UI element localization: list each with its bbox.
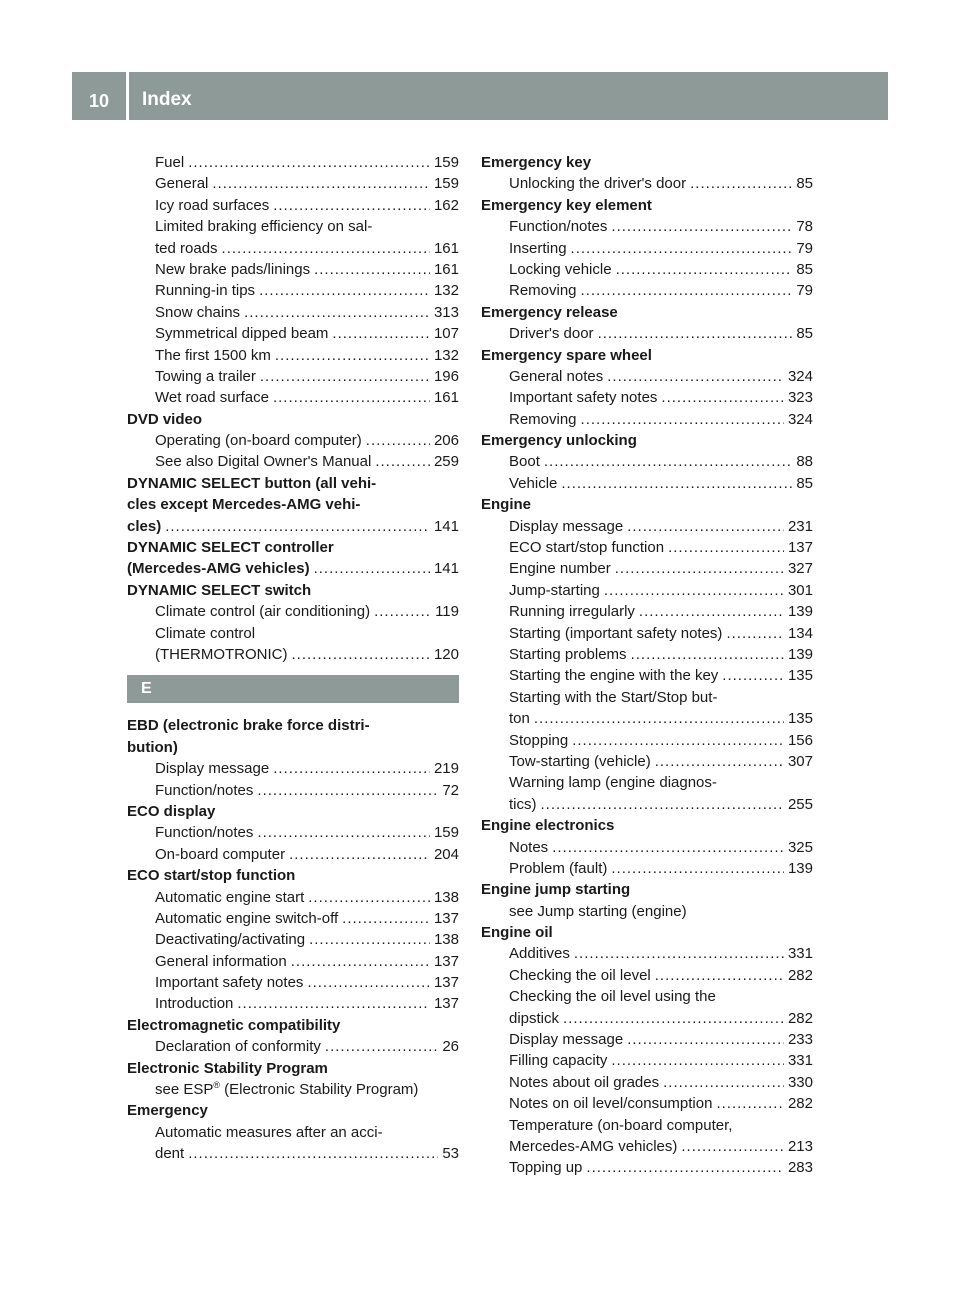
index-entry-label: Filling capacity bbox=[509, 1052, 608, 1070]
index-page-number: 331 bbox=[787, 1052, 813, 1070]
index-entry-label: Removing bbox=[509, 410, 577, 428]
dot-leader bbox=[307, 972, 430, 993]
index-page-number: 156 bbox=[787, 731, 813, 749]
index-heading: Emergency spare wheel bbox=[481, 346, 652, 364]
dot-leader bbox=[631, 644, 784, 665]
index-page-number: 135 bbox=[787, 667, 813, 685]
dot-leader bbox=[611, 1050, 784, 1071]
index-entry bbox=[127, 993, 459, 1014]
index-entry bbox=[481, 623, 813, 644]
dot-leader bbox=[374, 601, 431, 622]
index-page-number: 141 bbox=[433, 517, 459, 535]
index-entry-label: Engine number bbox=[509, 560, 611, 578]
index-page-number: 282 bbox=[787, 1095, 813, 1113]
section-letter-bar: E bbox=[127, 675, 459, 703]
dot-leader bbox=[289, 844, 430, 865]
index-heading: Engine bbox=[481, 496, 532, 514]
index-entry bbox=[481, 1136, 813, 1157]
index-entry-label: Boot bbox=[509, 453, 540, 471]
index-entry-label: New brake pads/linings bbox=[155, 260, 311, 278]
index-heading: DYNAMIC SELECT button (all vehi- bbox=[127, 474, 377, 492]
index-heading: Emergency key element bbox=[481, 196, 652, 214]
index-page-number: 259 bbox=[433, 453, 459, 471]
index-page-number: 85 bbox=[796, 325, 813, 343]
index-heading: bution) bbox=[127, 738, 178, 756]
index-entry bbox=[481, 323, 813, 344]
index-entry-label: Additives bbox=[509, 945, 570, 963]
index-page-number: 120 bbox=[433, 645, 459, 663]
index-cross-reference bbox=[127, 1079, 459, 1100]
index-page-number: 159 bbox=[433, 824, 459, 842]
index-entry bbox=[127, 323, 459, 344]
index-entry-label: Climate control (air conditioning) bbox=[155, 603, 371, 621]
index-entry-label: Removing bbox=[509, 282, 577, 300]
index-entry-label: Towing a trailer bbox=[155, 367, 256, 385]
index-entry-label: Starting the engine with the key bbox=[509, 667, 719, 685]
index-entry-continuation: Climate control bbox=[155, 624, 256, 642]
index-entry-continuation: Automatic measures after an acci- bbox=[155, 1123, 383, 1141]
index-page-number: 85 bbox=[796, 175, 813, 193]
index-page-number: 139 bbox=[787, 859, 813, 877]
index-entry-label: ECO start/stop function bbox=[509, 539, 665, 557]
index-entry-label: Wet road surface bbox=[155, 389, 269, 407]
index-entry-label: Notes about oil grades bbox=[509, 1073, 660, 1091]
index-entry bbox=[127, 1036, 459, 1057]
index-entry bbox=[481, 451, 813, 472]
index-entry bbox=[127, 951, 459, 972]
index-page-number: 85 bbox=[796, 260, 813, 278]
dot-leader bbox=[716, 1093, 784, 1114]
index-heading: DYNAMIC SELECT controller bbox=[127, 539, 334, 557]
index-entry bbox=[127, 929, 459, 950]
index-page-number: 325 bbox=[787, 838, 813, 856]
index-entry-label: Running-in tips bbox=[155, 282, 256, 300]
index-page-number: 233 bbox=[787, 1031, 813, 1049]
dot-leader bbox=[188, 1143, 438, 1164]
dot-leader bbox=[259, 280, 430, 301]
index-entry-label: See also Digital Owner's Manual bbox=[155, 453, 372, 471]
index-entry-label: ton bbox=[509, 710, 530, 728]
index-entry-label: Function/notes bbox=[509, 218, 608, 236]
index-entry bbox=[481, 216, 813, 237]
index-page-number: 219 bbox=[433, 760, 459, 778]
index-entry bbox=[127, 195, 459, 216]
index-entry bbox=[481, 965, 813, 986]
index-page-number: 282 bbox=[787, 966, 813, 984]
cross-reference-text: see ESP bbox=[155, 1081, 214, 1099]
dot-leader bbox=[325, 1036, 438, 1057]
index-entry bbox=[481, 601, 813, 622]
dot-leader bbox=[615, 558, 784, 579]
index-entry bbox=[481, 943, 813, 964]
index-page-number: 327 bbox=[787, 560, 813, 578]
dot-leader bbox=[655, 751, 784, 772]
index-entry-label: Introduction bbox=[155, 995, 234, 1013]
index-page-number: 79 bbox=[796, 239, 813, 257]
index-page-number: 282 bbox=[787, 1009, 813, 1027]
dot-leader bbox=[561, 473, 792, 494]
dot-leader bbox=[552, 837, 784, 858]
index-entry bbox=[481, 516, 813, 537]
index-page-number: 331 bbox=[787, 945, 813, 963]
index-entry-continuation: Warning lamp (engine diagnos- bbox=[509, 774, 717, 792]
dot-leader bbox=[726, 623, 784, 644]
index-entry-label: Inserting bbox=[509, 239, 567, 257]
index-page-number: 137 bbox=[433, 952, 459, 970]
dot-leader bbox=[571, 238, 793, 259]
dot-leader bbox=[668, 537, 784, 558]
index-entry-label: Running irregularly bbox=[509, 603, 635, 621]
index-entry bbox=[127, 758, 459, 779]
index-entry-continuation: Temperature (on-board computer, bbox=[509, 1116, 733, 1134]
dot-leader bbox=[222, 238, 430, 259]
index-page-number: 53 bbox=[442, 1145, 459, 1163]
dot-leader bbox=[661, 387, 784, 408]
index-entry-label: Tow-starting (vehicle) bbox=[509, 752, 651, 770]
index-page-number: 313 bbox=[433, 303, 459, 321]
dot-leader bbox=[627, 516, 784, 537]
dot-leader bbox=[574, 943, 784, 964]
index-page-number: 330 bbox=[787, 1073, 813, 1091]
index-page-number: 161 bbox=[433, 260, 459, 278]
index-page-number: 134 bbox=[787, 624, 813, 642]
index-page-number: 324 bbox=[787, 410, 813, 428]
index-page-number: 159 bbox=[433, 154, 459, 171]
dot-leader bbox=[273, 758, 430, 779]
page-header bbox=[72, 72, 888, 120]
index-entry bbox=[127, 516, 459, 537]
index-page-number: 324 bbox=[787, 367, 813, 385]
index-entry bbox=[481, 1093, 813, 1114]
index-entry bbox=[481, 366, 813, 387]
dot-leader bbox=[257, 822, 430, 843]
index-entry bbox=[127, 366, 459, 387]
dot-leader bbox=[534, 708, 784, 729]
index-entry-label: On-board computer bbox=[155, 845, 286, 863]
dot-leader bbox=[342, 908, 430, 929]
dot-leader bbox=[260, 366, 430, 387]
dot-leader bbox=[366, 430, 430, 451]
index-entry-label: Automatic engine start bbox=[155, 888, 305, 906]
index-page-number: 119 bbox=[435, 603, 459, 621]
index-entry-label: Topping up bbox=[509, 1159, 583, 1177]
index-heading: Engine oil bbox=[481, 924, 553, 942]
index-entry-label: Icy road surfaces bbox=[155, 196, 270, 214]
dot-leader bbox=[188, 152, 430, 173]
dot-leader bbox=[586, 1157, 784, 1178]
index-heading: Engine electronics bbox=[481, 817, 615, 835]
index-entry bbox=[481, 1050, 813, 1071]
index-heading: EBD (electronic brake force distri- bbox=[127, 717, 370, 735]
index-entry bbox=[127, 387, 459, 408]
dot-leader bbox=[655, 965, 784, 986]
dot-leader bbox=[627, 1029, 784, 1050]
index-page-number: 26 bbox=[442, 1038, 459, 1056]
index-column-right bbox=[481, 152, 813, 1179]
dot-leader bbox=[690, 173, 792, 194]
index-entry bbox=[481, 558, 813, 579]
index-page-number: 255 bbox=[787, 795, 813, 813]
index-heading: ECO start/stop function bbox=[127, 867, 296, 885]
dot-leader bbox=[275, 345, 430, 366]
index-entry bbox=[481, 537, 813, 558]
index-entry bbox=[127, 259, 459, 280]
index-entry bbox=[481, 1029, 813, 1050]
index-entry-label: Starting problems bbox=[509, 645, 627, 663]
index-page-number: 161 bbox=[433, 239, 459, 257]
dot-leader bbox=[681, 1136, 784, 1157]
index-entry bbox=[481, 794, 813, 815]
index-entry bbox=[481, 837, 813, 858]
index-entry-label: Unlocking the driver's door bbox=[509, 175, 687, 193]
index-entry bbox=[127, 302, 459, 323]
index-page-number: 78 bbox=[796, 218, 813, 236]
index-entry-label: ted roads bbox=[155, 239, 218, 257]
dot-leader bbox=[244, 302, 430, 323]
index-entry-label: Problem (fault) bbox=[509, 859, 608, 877]
index-entry-label: Declaration of conformity bbox=[155, 1038, 321, 1056]
index-page-number: 138 bbox=[433, 888, 459, 906]
index-page-number: 79 bbox=[796, 282, 813, 300]
index-entry-label: General bbox=[155, 175, 209, 193]
index-page-number: 88 bbox=[796, 453, 813, 471]
index-page-number: 204 bbox=[433, 845, 459, 863]
dot-leader bbox=[237, 993, 430, 1014]
index-heading: Emergency unlocking bbox=[481, 432, 637, 450]
index-heading: cles except Mercedes-AMG vehi- bbox=[127, 496, 361, 514]
index-entry-label: Notes on oil level/consumption bbox=[509, 1095, 713, 1113]
index-page-number: 141 bbox=[433, 560, 459, 578]
index-entry-label: tics) bbox=[509, 795, 537, 813]
index-page-number: 137 bbox=[433, 995, 459, 1013]
index-entry bbox=[481, 1072, 813, 1093]
dot-leader bbox=[639, 601, 784, 622]
index-entry bbox=[481, 238, 813, 259]
index-entry-label: General notes bbox=[509, 367, 604, 385]
index-entry-label: Snow chains bbox=[155, 303, 241, 321]
dot-leader bbox=[314, 259, 430, 280]
dot-leader bbox=[611, 858, 784, 879]
index-entry bbox=[481, 387, 813, 408]
index-page-number: 137 bbox=[787, 539, 813, 557]
index-entry-label: Symmetrical dipped beam bbox=[155, 325, 329, 343]
index-entry bbox=[127, 887, 459, 908]
dot-leader bbox=[291, 951, 430, 972]
index-heading: Electronic Stability Program bbox=[127, 1059, 328, 1077]
registered-mark: ® bbox=[213, 1080, 221, 1091]
index-entry bbox=[127, 908, 459, 929]
index-page-number: 107 bbox=[433, 325, 459, 343]
index-entry-label: Display message bbox=[155, 760, 270, 778]
index-entry bbox=[127, 280, 459, 301]
index-heading: ECO display bbox=[127, 802, 216, 820]
index-page-number: 307 bbox=[787, 752, 813, 770]
index-page-number: 196 bbox=[433, 367, 459, 385]
page-title: Index bbox=[142, 89, 192, 110]
index-entry bbox=[127, 430, 459, 451]
index-heading: Emergency key bbox=[481, 154, 592, 171]
index-entry-label: Checking the oil level bbox=[509, 966, 651, 984]
index-entry bbox=[481, 580, 813, 601]
index-page-number: 72 bbox=[442, 781, 459, 799]
index-entry bbox=[481, 1157, 813, 1178]
index-page-number: 206 bbox=[433, 432, 459, 450]
index-entry-label: dipstick bbox=[509, 1009, 560, 1027]
cross-reference-text: (Electronic Stability Program) bbox=[220, 1081, 419, 1099]
index-page-number: 135 bbox=[787, 710, 813, 728]
page-number: 10 bbox=[88, 91, 110, 111]
index-entry bbox=[127, 152, 459, 173]
index-page-number: 85 bbox=[796, 474, 813, 492]
dot-leader bbox=[273, 195, 430, 216]
dot-leader bbox=[375, 451, 430, 472]
index-entry bbox=[127, 844, 459, 865]
index-entry-continuation: see Jump starting (engine) bbox=[509, 902, 687, 920]
index-entry-label: Function/notes bbox=[155, 781, 254, 799]
index-heading: DVD video bbox=[127, 410, 203, 428]
header-divider bbox=[126, 72, 129, 120]
dot-leader bbox=[309, 929, 430, 950]
index-heading: DYNAMIC SELECT switch bbox=[127, 581, 312, 599]
index-entry-label: Fuel bbox=[155, 154, 185, 171]
index-entry bbox=[481, 259, 813, 280]
index-heading: Emergency release bbox=[481, 303, 618, 321]
dot-leader bbox=[273, 387, 430, 408]
index-entry bbox=[127, 451, 459, 472]
index-page-number: 213 bbox=[787, 1137, 813, 1155]
index-entry bbox=[481, 858, 813, 879]
dot-leader bbox=[607, 366, 784, 387]
dot-leader bbox=[616, 259, 793, 280]
index-page-number: 132 bbox=[433, 346, 459, 364]
index-entry-label: Function/notes bbox=[155, 824, 254, 842]
index-page-number: 132 bbox=[433, 282, 459, 300]
index-entry bbox=[481, 730, 813, 751]
index-page-number: 231 bbox=[787, 517, 813, 535]
dot-leader bbox=[572, 730, 784, 751]
index-entry bbox=[481, 1008, 813, 1029]
index-entry-label: (Mercedes-AMG vehicles) bbox=[127, 560, 310, 578]
index-entry-label: Driver's door bbox=[509, 325, 594, 343]
index-entry bbox=[127, 345, 459, 366]
index-page-number: 161 bbox=[433, 389, 459, 407]
index-entry-label: Notes bbox=[509, 838, 549, 856]
dot-leader bbox=[308, 887, 430, 908]
index-entry-label: Operating (on-board computer) bbox=[155, 432, 362, 450]
dot-leader bbox=[663, 1072, 784, 1093]
index-entry-label: Important safety notes bbox=[509, 389, 658, 407]
index-entry bbox=[127, 780, 459, 801]
index-entry bbox=[127, 238, 459, 259]
index-column-left bbox=[127, 152, 459, 1165]
dot-leader bbox=[598, 323, 793, 344]
index-entry bbox=[127, 822, 459, 843]
index-entry-label: (THERMOTRONIC) bbox=[155, 645, 288, 663]
index-entry-label: Display message bbox=[509, 517, 624, 535]
index-entry bbox=[127, 173, 459, 194]
dot-leader bbox=[314, 558, 430, 579]
index-entry-label: Deactivating/activating bbox=[155, 931, 306, 949]
index-entry bbox=[481, 173, 813, 194]
index-page-number: 137 bbox=[433, 909, 459, 927]
index-page-number: 139 bbox=[787, 603, 813, 621]
index-entry-label: dent bbox=[155, 1145, 185, 1163]
index-page-number: 138 bbox=[433, 931, 459, 949]
index-heading: Emergency bbox=[127, 1102, 208, 1120]
index-page-number: 159 bbox=[433, 175, 459, 193]
index-entry bbox=[481, 665, 813, 686]
dot-leader bbox=[722, 665, 784, 686]
dot-leader bbox=[165, 516, 430, 537]
index-entry bbox=[127, 972, 459, 993]
index-heading: Electromagnetic compatibility bbox=[127, 1016, 341, 1034]
index-entry-label: Locking vehicle bbox=[509, 260, 612, 278]
index-entry bbox=[127, 558, 459, 579]
dot-leader bbox=[212, 173, 430, 194]
dot-leader bbox=[604, 580, 784, 601]
index-entry-label: Automatic engine switch-off bbox=[155, 909, 339, 927]
index-entry bbox=[481, 409, 813, 430]
index-entry-label: cles) bbox=[127, 517, 162, 535]
index-page-number: 139 bbox=[787, 645, 813, 663]
index-entry-continuation: Starting with the Start/Stop but- bbox=[509, 688, 718, 706]
dot-leader bbox=[563, 1008, 784, 1029]
index-entry-label: Important safety notes bbox=[155, 974, 304, 992]
index-entry-label: General information bbox=[155, 952, 287, 970]
index-entry bbox=[481, 644, 813, 665]
dot-leader bbox=[257, 780, 438, 801]
index-entry-label: Vehicle bbox=[509, 474, 558, 492]
index-entry-label: Mercedes-AMG vehicles) bbox=[509, 1137, 678, 1155]
dot-leader bbox=[291, 644, 429, 665]
index-entry bbox=[481, 280, 813, 301]
index-entry bbox=[481, 473, 813, 494]
index-entry bbox=[127, 1143, 459, 1164]
index-entry-label: Starting (important safety notes) bbox=[509, 624, 723, 642]
index-entry bbox=[481, 708, 813, 729]
index-heading: Engine jump starting bbox=[481, 881, 631, 899]
index-entry-label: Display message bbox=[509, 1031, 624, 1049]
index-page-number: 301 bbox=[787, 581, 813, 599]
index-page-number: 283 bbox=[787, 1159, 813, 1177]
dot-leader bbox=[332, 323, 430, 344]
index-entry-continuation: Checking the oil level using the bbox=[509, 988, 716, 1006]
index-entry-continuation: Limited braking efficiency on sal- bbox=[155, 218, 373, 236]
index-entry bbox=[481, 751, 813, 772]
index-page-number: 323 bbox=[787, 389, 813, 407]
dot-leader bbox=[581, 280, 793, 301]
dot-leader bbox=[581, 409, 784, 430]
index-entry-label: Jump-starting bbox=[509, 581, 600, 599]
index-entry-label: The first 1500 km bbox=[155, 346, 271, 364]
index-entry-label: Stopping bbox=[509, 731, 569, 749]
index-entry bbox=[127, 601, 459, 622]
index-entry bbox=[127, 644, 459, 665]
dot-leader bbox=[541, 794, 784, 815]
index-page-number: 137 bbox=[433, 974, 459, 992]
dot-leader bbox=[611, 216, 792, 237]
dot-leader bbox=[544, 451, 792, 472]
index-page-number: 162 bbox=[433, 196, 459, 214]
